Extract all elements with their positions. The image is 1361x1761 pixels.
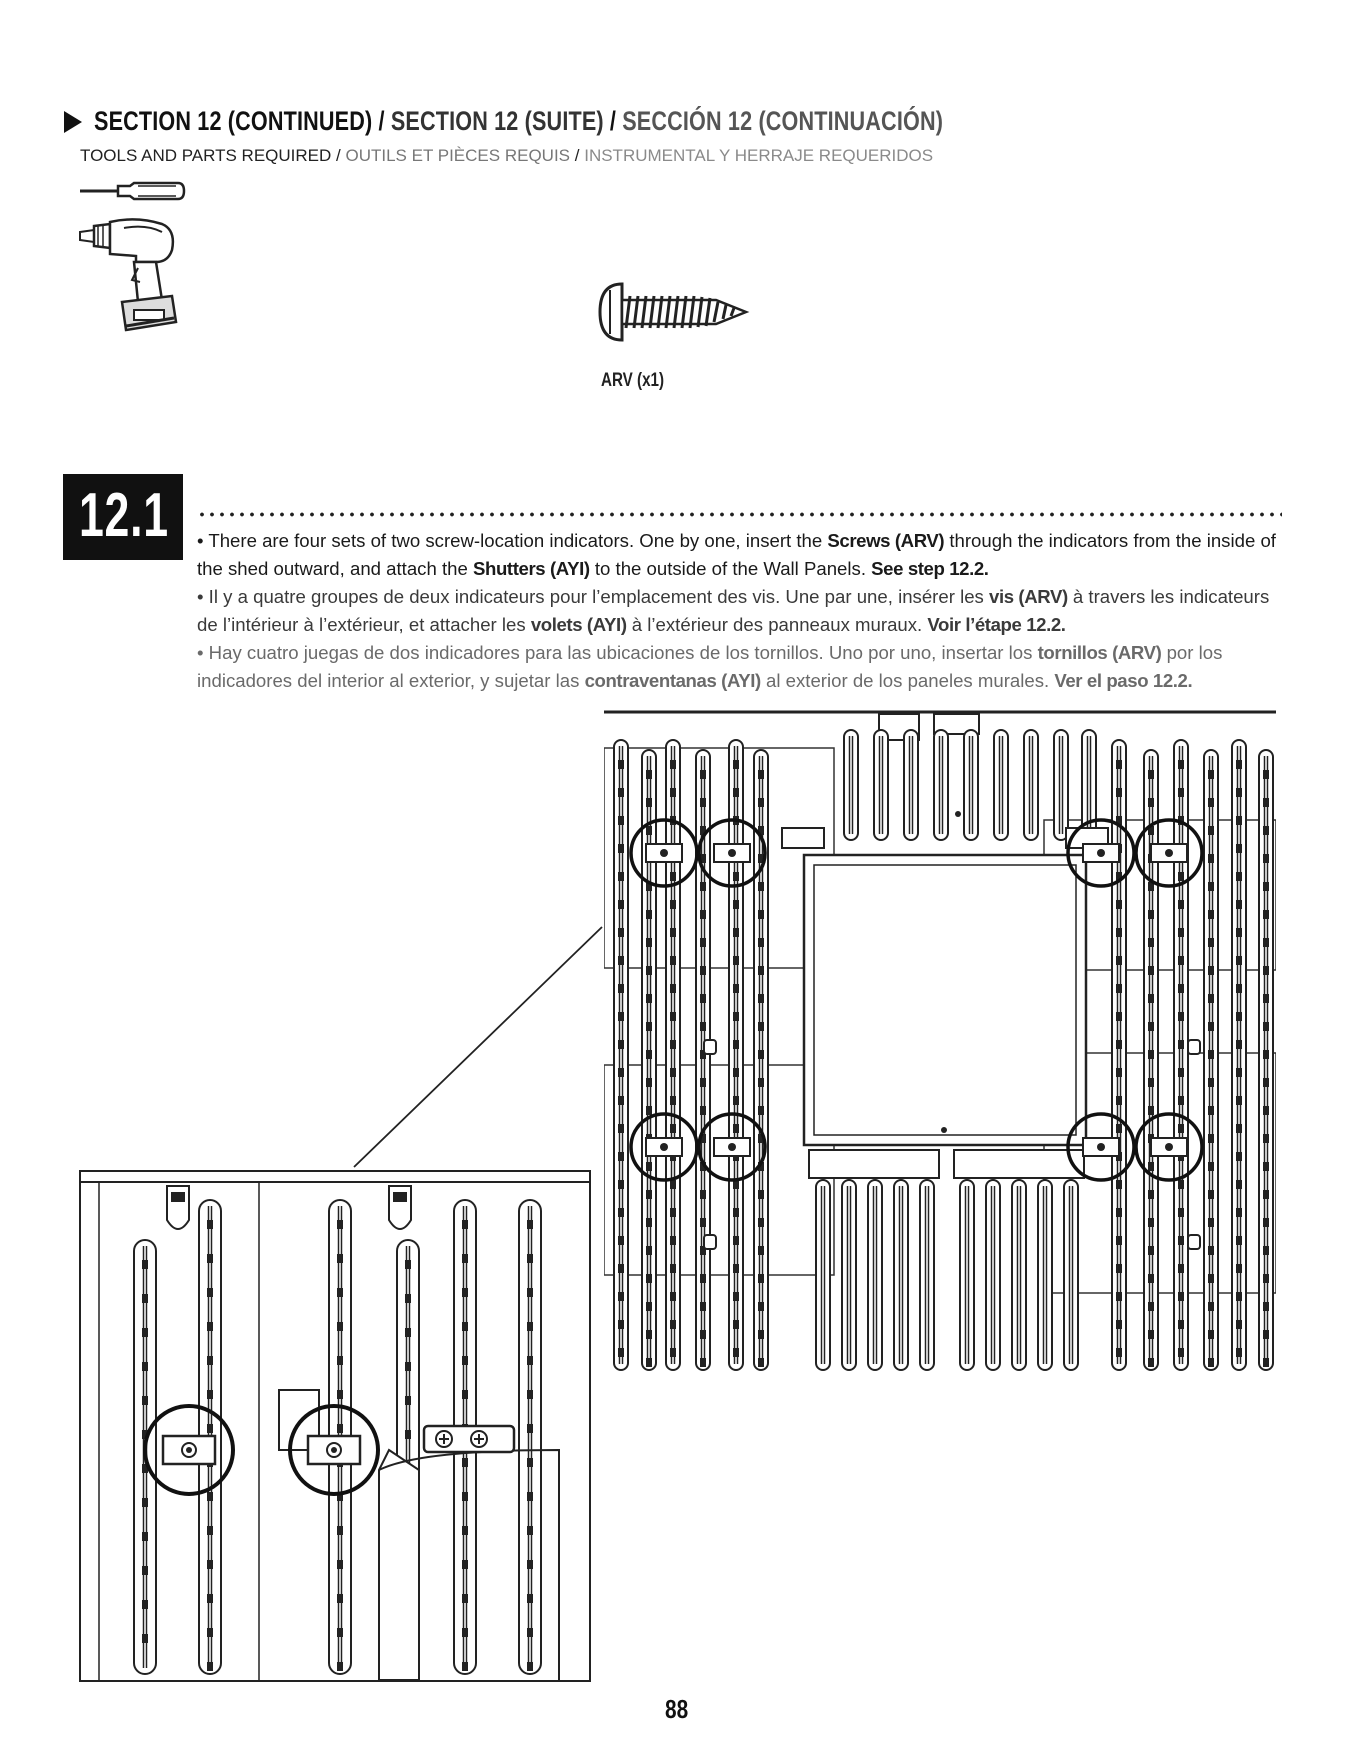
instruction-es: • Hay cuatro juegas de dos indicadores para las ubicaciones de los tornillos. Uno por uno, insertar los tornillos (ARV) por los indicadores del interior al exterior, y sujetar las contraventanas (AYI) al exterior de los paneles murales. Ver el paso 12.2. bbox=[197, 642, 1223, 691]
panel-rib bbox=[1064, 1180, 1078, 1370]
tools-separator: / bbox=[574, 146, 580, 165]
instruction-en: • There are four sets of two screw-location indicators. One by one, insert the Screws (ARV) through the indicators from the inside of the shed outward, and attach the Shutters (AYI) to the outside of the Wall Panels. See step 12.2. bbox=[197, 530, 1276, 579]
panel-rib bbox=[1012, 1180, 1026, 1370]
tools-label-fr: OUTILS ET PIÈCES REQUIS bbox=[345, 146, 571, 165]
step-instructions bbox=[197, 527, 1287, 695]
dotted-divider bbox=[197, 512, 1282, 517]
screw-icon bbox=[596, 282, 750, 342]
panel-rib bbox=[934, 730, 948, 840]
power-drill-icon bbox=[76, 218, 180, 334]
panel-rib bbox=[964, 730, 978, 840]
page-number: 88 bbox=[665, 1694, 689, 1724]
callout-leader-line bbox=[350, 925, 605, 1170]
title-separator: / bbox=[378, 106, 385, 136]
tools-required-label bbox=[80, 146, 933, 166]
panel-rib bbox=[844, 730, 858, 840]
window-opening bbox=[804, 855, 1086, 1145]
panel-rib bbox=[920, 1180, 934, 1370]
section-title-fr: SECTION 12 (SUITE) bbox=[390, 106, 604, 136]
title-separator: / bbox=[609, 106, 617, 136]
screw-tab bbox=[1188, 1040, 1200, 1054]
panel-rib bbox=[1024, 730, 1038, 840]
panel-rib bbox=[729, 740, 743, 1370]
play-arrow-icon bbox=[64, 111, 82, 133]
zoomed-screw-indicator-detail bbox=[79, 1170, 591, 1682]
panel-rib bbox=[904, 730, 918, 840]
instruction-fr: • Il y a quatre groupes de deux indicateurs pour l’emplacement des vis. Une par une, insérer les vis (ARV) à travers les indicateurs de l’intérieur à l’extérieur, et attacher les volets (AYI) à l’extérieur des panneaux muraux. Voir l’étape 12.2. bbox=[197, 586, 1270, 635]
panel-rib bbox=[1112, 740, 1126, 1370]
screw-tab bbox=[704, 1235, 716, 1249]
shutter-bar bbox=[809, 1150, 939, 1178]
panel-rib bbox=[1054, 730, 1068, 840]
panel-rib bbox=[960, 1180, 974, 1370]
tools-separator: / bbox=[336, 146, 341, 165]
panel-rib bbox=[868, 1180, 882, 1370]
panel-rib bbox=[1038, 1180, 1052, 1370]
panel-rib bbox=[1232, 740, 1246, 1370]
shutter-bar bbox=[954, 1150, 1084, 1178]
section-header bbox=[64, 106, 1155, 137]
panel-rib bbox=[986, 1180, 1000, 1370]
corner-bracket bbox=[782, 828, 824, 848]
wall-panel-window-illustration bbox=[604, 710, 1276, 1380]
panel-rib bbox=[614, 740, 628, 1370]
tools-label-en: TOOLS AND PARTS REQUIRED bbox=[80, 146, 332, 165]
shutter-edge bbox=[379, 1450, 419, 1680]
screw-tab bbox=[1188, 1235, 1200, 1249]
panel-rib bbox=[1174, 740, 1188, 1370]
panel-rib bbox=[666, 740, 680, 1370]
step-number-badge: 12.1 bbox=[63, 474, 183, 560]
panel-rib bbox=[994, 730, 1008, 840]
panel-rib bbox=[874, 730, 888, 840]
panel-rib bbox=[842, 1180, 856, 1370]
section-title-es: SECCIÓN 12 (CONTINUACIÓN) bbox=[622, 106, 944, 136]
screwdriver-icon bbox=[78, 180, 188, 202]
screw-tab bbox=[704, 1040, 716, 1054]
tools-label-es: INSTRUMENTAL Y HERRAJE REQUERIDOS bbox=[584, 146, 934, 165]
panel-rib bbox=[816, 1180, 830, 1370]
section-title-en: SECTION 12 (CONTINUED) bbox=[94, 106, 373, 136]
part-label-arv: ARV (x1) bbox=[601, 370, 665, 391]
panel-rib bbox=[894, 1180, 908, 1370]
